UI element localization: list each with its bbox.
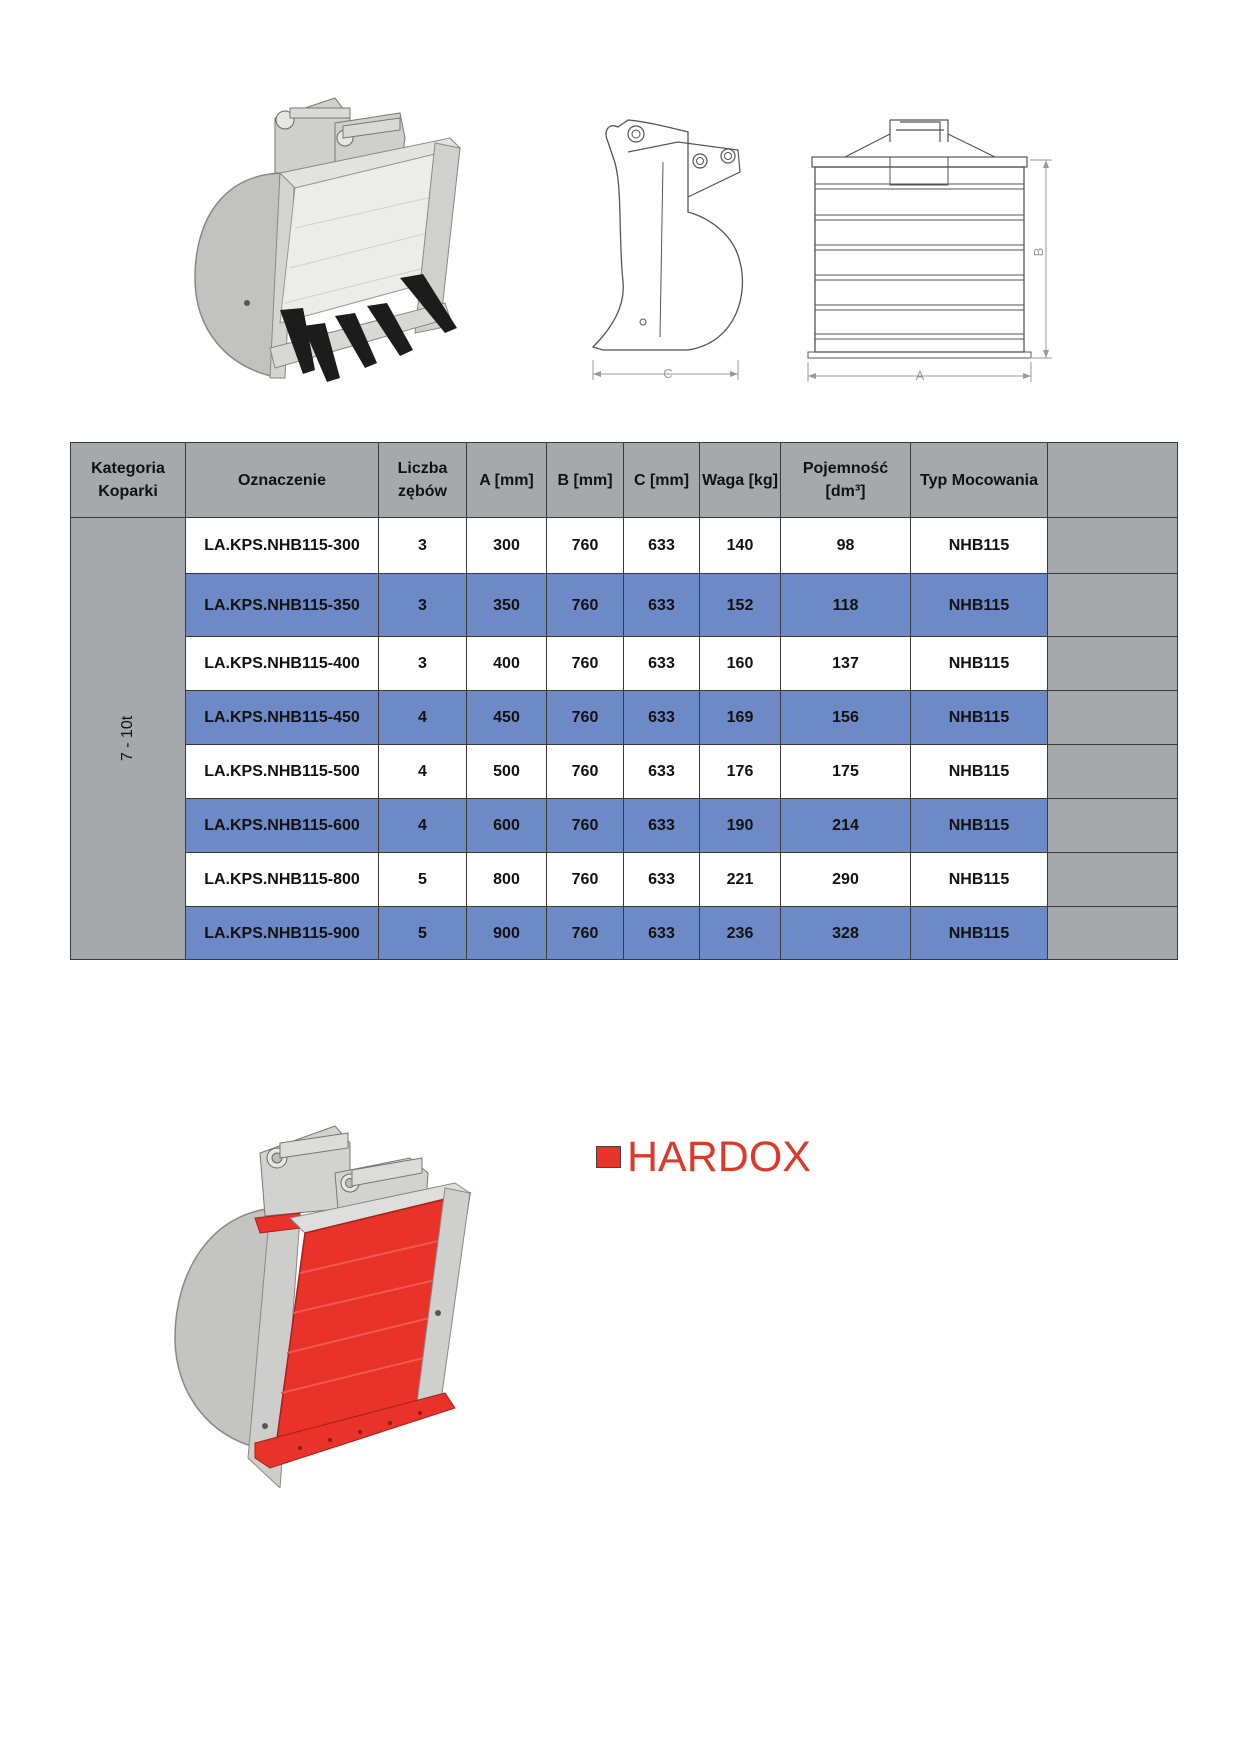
table-row <box>71 853 1178 907</box>
dim-b-label: B <box>1031 247 1046 257</box>
header-capacity: Pojemność [dm³] <box>781 443 911 518</box>
hardox-legend <box>596 1133 811 1181</box>
cell-c: 633 <box>624 637 700 691</box>
bucket-hardox-image <box>170 1108 515 1488</box>
cell-extra <box>1048 745 1178 799</box>
cell-code: LA.KPS.NHB115-450 <box>186 691 379 745</box>
side-view-drawing <box>588 112 758 387</box>
header-code: Oznaczenie <box>186 443 379 518</box>
cell-extra <box>1048 574 1178 637</box>
cell-b: 760 <box>547 574 624 637</box>
cell-code: LA.KPS.NHB115-600 <box>186 799 379 853</box>
cell-weight: 140 <box>700 518 781 574</box>
cell-capacity: 328 <box>781 907 911 960</box>
cell-teeth: 4 <box>379 691 467 745</box>
cell-code: LA.KPS.NHB115-350 <box>186 574 379 637</box>
cell-extra <box>1048 637 1178 691</box>
cell-a: 800 <box>467 853 547 907</box>
cell-c: 633 <box>624 907 700 960</box>
header-category: Kategoria Koparki <box>71 443 186 518</box>
cell-capacity: 290 <box>781 853 911 907</box>
cell-b: 760 <box>547 799 624 853</box>
cell-c: 633 <box>624 799 700 853</box>
cell-c: 633 <box>624 853 700 907</box>
cell-a: 500 <box>467 745 547 799</box>
front-view-drawing <box>800 112 1060 387</box>
bucket-3d-teeth-image <box>185 78 515 418</box>
header-c: C [mm] <box>624 443 700 518</box>
cell-mount: NHB115 <box>911 637 1048 691</box>
dim-a-label: A <box>915 368 925 383</box>
table-row <box>71 745 1178 799</box>
cell-teeth: 3 <box>379 518 467 574</box>
cell-c: 633 <box>624 574 700 637</box>
cell-extra <box>1048 799 1178 853</box>
header-teeth: Liczba zębów <box>379 443 467 518</box>
cell-weight: 236 <box>700 907 781 960</box>
cell-extra <box>1048 907 1178 960</box>
cell-code: LA.KPS.NHB115-800 <box>186 853 379 907</box>
cell-c: 633 <box>624 691 700 745</box>
cell-b: 760 <box>547 637 624 691</box>
table-row <box>71 907 1178 960</box>
cell-teeth: 4 <box>379 799 467 853</box>
cell-a: 300 <box>467 518 547 574</box>
table-row <box>71 637 1178 691</box>
cell-weight: 190 <box>700 799 781 853</box>
dim-c-label: C <box>663 366 673 381</box>
cell-capacity: 214 <box>781 799 911 853</box>
cell-teeth: 5 <box>379 907 467 960</box>
cell-b: 760 <box>547 518 624 574</box>
header-a: A [mm] <box>467 443 547 518</box>
cell-mount: NHB115 <box>911 853 1048 907</box>
cell-teeth: 3 <box>379 637 467 691</box>
header-weight: Waga [kg] <box>700 443 781 518</box>
cell-weight: 169 <box>700 691 781 745</box>
cell-capacity: 98 <box>781 518 911 574</box>
header-mount: Typ Mocowania <box>911 443 1048 518</box>
header-b: B [mm] <box>547 443 624 518</box>
cell-capacity: 137 <box>781 637 911 691</box>
cell-weight: 152 <box>700 574 781 637</box>
cell-teeth: 3 <box>379 574 467 637</box>
cell-a: 600 <box>467 799 547 853</box>
cell-b: 760 <box>547 907 624 960</box>
cell-b: 760 <box>547 691 624 745</box>
cell-capacity: 156 <box>781 691 911 745</box>
table-row <box>71 574 1178 637</box>
category-cell <box>71 518 186 960</box>
cell-b: 760 <box>547 745 624 799</box>
cell-extra <box>1048 691 1178 745</box>
cell-weight: 176 <box>700 745 781 799</box>
cell-a: 400 <box>467 637 547 691</box>
header-extra <box>1048 443 1178 518</box>
hardox-color-swatch <box>596 1146 621 1168</box>
table-row <box>71 518 1178 574</box>
cell-teeth: 4 <box>379 745 467 799</box>
cell-a: 900 <box>467 907 547 960</box>
cell-b: 760 <box>547 853 624 907</box>
cell-code: LA.KPS.NHB115-300 <box>186 518 379 574</box>
cell-mount: NHB115 <box>911 745 1048 799</box>
cell-a: 450 <box>467 691 547 745</box>
table-row <box>71 799 1178 853</box>
category-label: 7 - 10t <box>119 715 137 762</box>
cell-c: 633 <box>624 745 700 799</box>
cell-mount: NHB115 <box>911 518 1048 574</box>
table-row <box>71 691 1178 745</box>
cell-code: LA.KPS.NHB115-900 <box>186 907 379 960</box>
cell-capacity: 118 <box>781 574 911 637</box>
cell-mount: NHB115 <box>911 799 1048 853</box>
hardox-label: HARDOX <box>627 1133 811 1181</box>
cell-code: LA.KPS.NHB115-500 <box>186 745 379 799</box>
cell-weight: 160 <box>700 637 781 691</box>
cell-teeth: 5 <box>379 853 467 907</box>
spec-table <box>70 442 1178 960</box>
cell-extra <box>1048 518 1178 574</box>
cell-code: LA.KPS.NHB115-400 <box>186 637 379 691</box>
cell-a: 350 <box>467 574 547 637</box>
cell-weight: 221 <box>700 853 781 907</box>
cell-mount: NHB115 <box>911 907 1048 960</box>
table-header-row <box>71 443 1178 518</box>
cell-c: 633 <box>624 518 700 574</box>
cell-mount: NHB115 <box>911 574 1048 637</box>
cell-mount: NHB115 <box>911 691 1048 745</box>
cell-capacity: 175 <box>781 745 911 799</box>
cell-extra <box>1048 853 1178 907</box>
